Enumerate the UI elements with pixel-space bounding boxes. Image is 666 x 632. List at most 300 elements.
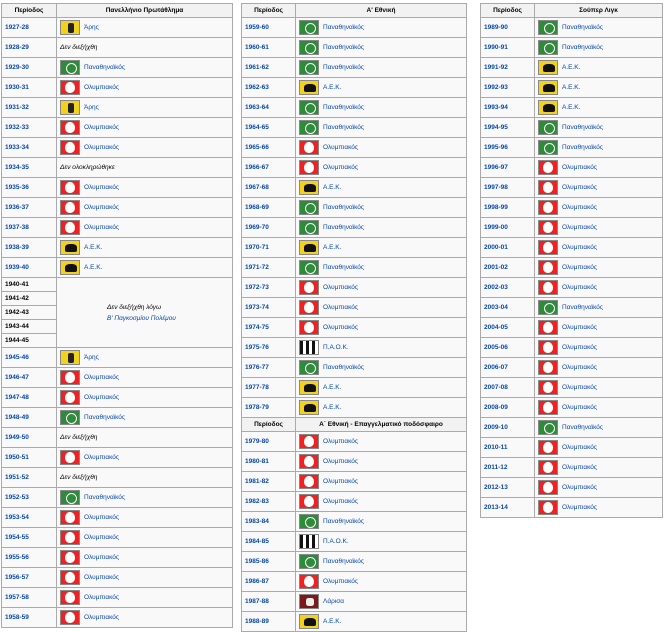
season-cell[interactable]: 1937-38 bbox=[2, 218, 57, 238]
champion-cell[interactable] bbox=[535, 118, 663, 138]
table-row bbox=[242, 472, 467, 492]
champion-name[interactable]: Ολυμπιακός bbox=[323, 578, 359, 585]
season-cell[interactable]: 1935-36 bbox=[2, 178, 57, 198]
table-row bbox=[481, 58, 663, 78]
season-cell[interactable]: 1979-80 bbox=[242, 432, 296, 452]
champion-name[interactable]: Ολυμπιακός bbox=[323, 324, 359, 331]
season-cell[interactable]: 1960-61 bbox=[242, 38, 296, 58]
season-cell[interactable]: 1961-62 bbox=[242, 58, 296, 78]
champion-cell[interactable] bbox=[535, 418, 663, 438]
champion-name[interactable]: Α.Ε.Κ. bbox=[323, 384, 342, 391]
champion-cell[interactable] bbox=[296, 98, 467, 118]
season-cell[interactable]: 1932-33 bbox=[2, 118, 57, 138]
champion-cell[interactable] bbox=[296, 338, 467, 358]
header-panellinio: Πανελλήνιο Πρωτάθλημα bbox=[57, 4, 233, 18]
champion-name[interactable]: Ολυμπιακός bbox=[84, 534, 120, 541]
champion-name[interactable]: Ολυμπιακός bbox=[562, 384, 598, 391]
oly-logo-icon bbox=[299, 140, 319, 155]
table-row bbox=[2, 38, 233, 58]
season-cell[interactable]: 1977-78 bbox=[242, 378, 296, 398]
champion-name[interactable]: Ολυμπιακός bbox=[84, 514, 120, 521]
lar-logo-icon bbox=[299, 594, 319, 609]
champion-name[interactable]: Α.Ε.Κ. bbox=[562, 64, 581, 71]
champion-name[interactable]: Π.Α.Ο.Κ. bbox=[323, 538, 349, 545]
pao-logo-icon bbox=[538, 20, 558, 35]
pao-logo-icon bbox=[299, 20, 319, 35]
table-row bbox=[242, 512, 467, 532]
season-cell[interactable]: 2013-14 bbox=[481, 498, 535, 518]
champion-cell[interactable] bbox=[296, 492, 467, 512]
season-cell[interactable]: 1943-44 bbox=[2, 320, 57, 334]
season-cell[interactable]: 1938-39 bbox=[2, 238, 57, 258]
champion-cell[interactable] bbox=[296, 398, 467, 418]
season-cell[interactable]: 2010-11 bbox=[481, 438, 535, 458]
pao-logo-icon bbox=[60, 490, 80, 505]
table-body bbox=[242, 432, 467, 632]
champion-name[interactable]: Ολυμπιακός bbox=[84, 454, 120, 461]
season-cell[interactable]: 1945-46 bbox=[2, 348, 57, 368]
champion-cell[interactable] bbox=[296, 378, 467, 398]
champion-cell[interactable] bbox=[57, 218, 233, 238]
season-cell[interactable]: 1990-91 bbox=[481, 38, 535, 58]
champion-cell[interactable] bbox=[296, 218, 467, 238]
season-cell[interactable]: 1970-71 bbox=[242, 238, 296, 258]
table-row bbox=[481, 198, 663, 218]
season-cell[interactable]: 1953-54 bbox=[2, 508, 57, 528]
champion-name[interactable]: Ολυμπιακός bbox=[84, 394, 120, 401]
oly-logo-icon bbox=[60, 370, 80, 385]
aek-logo-icon bbox=[299, 614, 319, 629]
champion-cell[interactable] bbox=[535, 278, 663, 298]
champion-cell[interactable] bbox=[57, 588, 233, 608]
champion-cell[interactable] bbox=[57, 448, 233, 468]
season-cell[interactable]: 1955-56 bbox=[2, 548, 57, 568]
season-cell[interactable]: 1927-28 bbox=[2, 18, 57, 38]
champion-cell[interactable] bbox=[296, 78, 467, 98]
oly-logo-icon bbox=[60, 510, 80, 525]
champion-name[interactable]: Ολυμπιακός bbox=[84, 184, 120, 191]
champion-name[interactable]: Ολυμπιακός bbox=[84, 84, 120, 91]
season-cell[interactable]: 1985-86 bbox=[242, 552, 296, 572]
season-cell[interactable]: 1941-42 bbox=[2, 292, 57, 306]
table-body bbox=[481, 358, 663, 518]
champion-name[interactable]: Ολυμπιακός bbox=[84, 554, 120, 561]
champion-name[interactable]: Παναθηναϊκός bbox=[323, 264, 365, 271]
season-cell[interactable]: 2007-08 bbox=[481, 378, 535, 398]
champion-cell[interactable] bbox=[296, 552, 467, 572]
season-cell[interactable]: 1988-89 bbox=[242, 612, 296, 632]
season-cell[interactable]: 2008-09 bbox=[481, 398, 535, 418]
season-cell[interactable]: 1944-45 bbox=[2, 334, 57, 348]
season-cell[interactable]: 2012-13 bbox=[481, 478, 535, 498]
champion-name[interactable]: Παναθηναϊκός bbox=[323, 24, 365, 31]
champion-name[interactable]: Ολυμπιακός bbox=[323, 164, 359, 171]
champion-name[interactable]: Παναθηναϊκός bbox=[323, 558, 365, 565]
champion-cell[interactable] bbox=[296, 258, 467, 278]
champion-name[interactable]: Παναθηναϊκός bbox=[562, 44, 604, 51]
season-cell[interactable]: 1931-32 bbox=[2, 98, 57, 118]
champion-cell[interactable] bbox=[535, 198, 663, 218]
champion-cell[interactable] bbox=[535, 98, 663, 118]
season-cell[interactable]: 1929-30 bbox=[2, 58, 57, 78]
table-row bbox=[242, 452, 467, 472]
champion-name[interactable]: Ολυμπιακός bbox=[562, 364, 598, 371]
table-row bbox=[242, 18, 467, 38]
season-cell[interactable]: 1951-52 bbox=[2, 468, 57, 488]
champion-name[interactable]: Ολυμπιακός bbox=[562, 204, 598, 211]
season-cell[interactable]: 1986-87 bbox=[242, 572, 296, 592]
season-cell[interactable]: 1959-60 bbox=[242, 18, 296, 38]
season-cell[interactable]: 1936-37 bbox=[2, 198, 57, 218]
champion-cell[interactable] bbox=[535, 178, 663, 198]
champion-name[interactable]: Ολυμπιακός bbox=[84, 614, 120, 621]
season-cell[interactable]: 1964-65 bbox=[242, 118, 296, 138]
season-cell[interactable]: 2009-10 bbox=[481, 418, 535, 438]
champion-cell[interactable] bbox=[535, 498, 663, 518]
champion-cell[interactable] bbox=[535, 378, 663, 398]
champion-name[interactable]: Α.Ε.Κ. bbox=[323, 244, 342, 251]
season-cell[interactable]: 2011-12 bbox=[481, 458, 535, 478]
champion-name[interactable]: Α.Ε.Κ. bbox=[84, 244, 103, 251]
season-cell[interactable]: 1975-76 bbox=[242, 338, 296, 358]
champion-cell[interactable] bbox=[296, 158, 467, 178]
champion-cell[interactable] bbox=[296, 318, 467, 338]
champion-name[interactable]: Ολυμπιακός bbox=[323, 438, 359, 445]
note-cell: Δεν ολοκληρώθηκε bbox=[57, 158, 233, 178]
table-row bbox=[242, 492, 467, 512]
champion-name[interactable]: Ολυμπιακός bbox=[323, 144, 359, 151]
table-row bbox=[242, 98, 467, 118]
pao-logo-icon bbox=[299, 40, 319, 55]
champion-name[interactable]: Ολυμπιακός bbox=[562, 224, 598, 231]
champion-cell[interactable] bbox=[296, 138, 467, 158]
table-row bbox=[242, 278, 467, 298]
table-row bbox=[481, 158, 663, 178]
table-body bbox=[481, 18, 663, 358]
aris-logo-icon bbox=[60, 350, 80, 365]
season-cell[interactable]: 1969-70 bbox=[242, 218, 296, 238]
champion-cell[interactable] bbox=[296, 278, 467, 298]
season-cell[interactable]: 1947-48 bbox=[2, 388, 57, 408]
champion-cell[interactable] bbox=[296, 298, 467, 318]
champion-cell[interactable] bbox=[296, 178, 467, 198]
champion-name[interactable]: Άρης bbox=[84, 354, 99, 361]
aek-logo-icon bbox=[538, 80, 558, 95]
champion-name[interactable]: Ολυμπιακός bbox=[562, 184, 598, 191]
table-panellinio bbox=[1, 3, 233, 628]
champion-name[interactable]: Άρης bbox=[84, 24, 99, 31]
champion-name[interactable]: Ολυμπιακός bbox=[84, 374, 120, 381]
champion-name[interactable]: Παναθηναϊκός bbox=[84, 494, 126, 501]
champion-name[interactable]: Παναθηναϊκός bbox=[562, 124, 604, 131]
aek-logo-icon bbox=[60, 260, 80, 275]
season-cell[interactable]: 1940-41 bbox=[2, 278, 57, 292]
table-row bbox=[481, 358, 663, 378]
champion-name[interactable]: Α.Ε.Κ. bbox=[562, 104, 581, 111]
champion-cell[interactable] bbox=[535, 298, 663, 318]
season-cell[interactable]: 1997-98 bbox=[481, 178, 535, 198]
champion-name[interactable]: Ολυμπιακός bbox=[562, 264, 598, 271]
champion-cell[interactable] bbox=[57, 548, 233, 568]
season-cell[interactable]: 1991-92 bbox=[481, 58, 535, 78]
season-cell[interactable]: 1928-29 bbox=[2, 38, 57, 58]
champion-cell[interactable] bbox=[296, 452, 467, 472]
season-cell[interactable]: 1930-31 bbox=[2, 78, 57, 98]
season-cell[interactable]: 1958-59 bbox=[2, 608, 57, 628]
season-cell[interactable]: 1974-75 bbox=[242, 318, 296, 338]
table-row bbox=[2, 78, 233, 98]
champion-cell[interactable] bbox=[57, 198, 233, 218]
champion-cell[interactable] bbox=[296, 58, 467, 78]
champion-cell[interactable] bbox=[57, 568, 233, 588]
champion-cell[interactable] bbox=[57, 238, 233, 258]
champion-name[interactable]: Παναθηναϊκός bbox=[323, 124, 365, 131]
champion-name[interactable]: Παναθηναϊκός bbox=[562, 24, 604, 31]
champion-name[interactable]: Α.Ε.Κ. bbox=[323, 184, 342, 191]
table-row bbox=[481, 498, 663, 518]
season-cell[interactable]: 1965-66 bbox=[242, 138, 296, 158]
champion-name[interactable]: Ολυμπιακός bbox=[562, 244, 598, 251]
champion-name[interactable]: Ολυμπιακός bbox=[323, 304, 359, 311]
champion-name[interactable]: Π.Α.Ο.Κ. bbox=[323, 344, 349, 351]
champion-name[interactable]: Α.Ε.Κ. bbox=[84, 264, 103, 271]
season-cell[interactable]: 1963-64 bbox=[242, 98, 296, 118]
champion-cell[interactable] bbox=[296, 512, 467, 532]
champion-cell[interactable] bbox=[535, 58, 663, 78]
season-cell[interactable]: 1957-58 bbox=[2, 588, 57, 608]
champion-name[interactable]: Παναθηναϊκός bbox=[323, 204, 365, 211]
champion-name[interactable]: Παναθηναϊκός bbox=[323, 224, 365, 231]
champion-name[interactable]: Παναθηναϊκός bbox=[323, 64, 365, 71]
oly-logo-icon bbox=[60, 180, 80, 195]
table-row bbox=[2, 258, 233, 278]
season-cell[interactable]: 1983-84 bbox=[242, 512, 296, 532]
champion-cell[interactable] bbox=[296, 532, 467, 552]
season-cell[interactable]: 1998-99 bbox=[481, 198, 535, 218]
champion-name[interactable]: Ολυμπιακός bbox=[323, 458, 359, 465]
champion-cell[interactable] bbox=[535, 358, 663, 378]
champion-cell[interactable] bbox=[57, 58, 233, 78]
season-cell[interactable]: 1984-85 bbox=[242, 532, 296, 552]
champion-cell[interactable] bbox=[535, 18, 663, 38]
season-cell[interactable]: 1971-72 bbox=[242, 258, 296, 278]
season-cell[interactable]: 1968-69 bbox=[242, 198, 296, 218]
season-cell[interactable]: 1942-43 bbox=[2, 306, 57, 320]
champion-cell[interactable] bbox=[296, 238, 467, 258]
champion-cell[interactable] bbox=[57, 508, 233, 528]
season-cell[interactable]: 1999-00 bbox=[481, 218, 535, 238]
oly-logo-icon bbox=[538, 180, 558, 195]
champion-cell[interactable] bbox=[535, 258, 663, 278]
champion-cell[interactable] bbox=[57, 528, 233, 548]
champion-cell[interactable] bbox=[57, 18, 233, 38]
season-cell[interactable]: 2000-01 bbox=[481, 238, 535, 258]
champion-name[interactable]: Ολυμπιακός bbox=[84, 124, 120, 131]
season-cell[interactable]: 1950-51 bbox=[2, 448, 57, 468]
champion-name[interactable]: Ολυμπιακός bbox=[562, 324, 598, 331]
table-row bbox=[481, 278, 663, 298]
season-cell[interactable]: 1994-95 bbox=[481, 118, 535, 138]
champion-name[interactable]: Α.Ε.Κ. bbox=[323, 618, 342, 625]
season-cell[interactable]: 1949-50 bbox=[2, 428, 57, 448]
champion-cell[interactable] bbox=[296, 38, 467, 58]
champion-cell[interactable] bbox=[57, 178, 233, 198]
season-cell[interactable]: 1934-35 bbox=[2, 158, 57, 178]
table-row bbox=[242, 358, 467, 378]
champion-cell[interactable] bbox=[535, 238, 663, 258]
champion-cell[interactable] bbox=[296, 18, 467, 38]
champion-cell[interactable] bbox=[57, 118, 233, 138]
pao-logo-icon bbox=[299, 220, 319, 235]
pao-logo-icon bbox=[538, 300, 558, 315]
champion-cell[interactable] bbox=[535, 338, 663, 358]
champion-cell[interactable] bbox=[535, 218, 663, 238]
season-cell[interactable]: 1948-49 bbox=[2, 408, 57, 428]
champion-cell[interactable] bbox=[296, 572, 467, 592]
season-cell[interactable]: 1981-82 bbox=[242, 472, 296, 492]
champion-name[interactable]: Ολυμπιακός bbox=[562, 444, 598, 451]
table-row bbox=[2, 178, 233, 198]
season-cell[interactable]: 2002-03 bbox=[481, 278, 535, 298]
season-cell[interactable]: 1946-47 bbox=[2, 368, 57, 388]
champion-cell[interactable] bbox=[57, 78, 233, 98]
season-cell[interactable]: 1966-67 bbox=[242, 158, 296, 178]
champion-cell[interactable] bbox=[535, 158, 663, 178]
champion-cell[interactable] bbox=[57, 98, 233, 118]
champion-name[interactable]: Ολυμπιακός bbox=[84, 574, 120, 581]
season-cell[interactable]: 1995-96 bbox=[481, 138, 535, 158]
oly-logo-icon bbox=[538, 200, 558, 215]
champion-name[interactable]: Άρης bbox=[84, 104, 99, 111]
champion-name[interactable]: Παναθηναϊκός bbox=[323, 104, 365, 111]
season-cell[interactable]: 1980-81 bbox=[242, 452, 296, 472]
season-cell[interactable]: 1992-93 bbox=[481, 78, 535, 98]
season-cell[interactable]: 1962-63 bbox=[242, 78, 296, 98]
season-cell[interactable]: 1987-88 bbox=[242, 592, 296, 612]
champion-name[interactable]: Ολυμπιακός bbox=[84, 224, 120, 231]
champion-name[interactable]: Λάρισα bbox=[323, 598, 345, 605]
champion-name[interactable]: Παναθηναϊκός bbox=[323, 44, 365, 51]
champion-name[interactable]: Ολυμπιακός bbox=[84, 204, 120, 211]
champion-cell[interactable] bbox=[57, 388, 233, 408]
champion-cell[interactable] bbox=[296, 358, 467, 378]
aek-logo-icon bbox=[299, 240, 319, 255]
oly-logo-icon bbox=[60, 390, 80, 405]
champion-name[interactable]: Ολυμπιακός bbox=[562, 404, 598, 411]
champion-name[interactable]: Ολυμπιακός bbox=[562, 344, 598, 351]
champion-name[interactable]: Ολυμπιακός bbox=[323, 284, 359, 291]
champion-cell[interactable] bbox=[535, 38, 663, 58]
season-cell[interactable]: 2001-02 bbox=[481, 258, 535, 278]
season-cell[interactable]: 2006-07 bbox=[481, 358, 535, 378]
season-cell[interactable]: 2005-06 bbox=[481, 338, 535, 358]
season-cell[interactable]: 2003-04 bbox=[481, 298, 535, 318]
champion-name[interactable]: Ολυμπιακός bbox=[562, 484, 598, 491]
champion-name[interactable]: Παναθηναϊκός bbox=[562, 304, 604, 311]
champion-name[interactable]: Α.Ε.Κ. bbox=[323, 404, 342, 411]
champion-name[interactable]: Ολυμπιακός bbox=[323, 498, 359, 505]
champion-name[interactable]: Α.Ε.Κ. bbox=[562, 84, 581, 91]
champion-cell[interactable] bbox=[296, 432, 467, 452]
champion-name[interactable]: Ολυμπιακός bbox=[562, 464, 598, 471]
champion-cell[interactable] bbox=[535, 318, 663, 338]
champion-name[interactable]: Α.Ε.Κ. bbox=[323, 84, 342, 91]
champion-name[interactable]: Παναθηναϊκός bbox=[562, 424, 604, 431]
table-row bbox=[2, 508, 233, 528]
season-cell[interactable]: 1982-83 bbox=[242, 492, 296, 512]
champion-cell[interactable] bbox=[57, 408, 233, 428]
season-cell[interactable]: 1933-34 bbox=[2, 138, 57, 158]
champion-cell[interactable] bbox=[296, 118, 467, 138]
season-cell[interactable]: 1952-53 bbox=[2, 488, 57, 508]
table-row bbox=[2, 448, 233, 468]
season-cell[interactable]: 1972-73 bbox=[242, 278, 296, 298]
oly-logo-icon bbox=[299, 474, 319, 489]
season-cell[interactable]: 1939-40 bbox=[2, 258, 57, 278]
champion-name[interactable]: Παναθηναϊκός bbox=[323, 518, 365, 525]
champion-cell[interactable] bbox=[535, 438, 663, 458]
champion-name[interactable]: Ολυμπιακός bbox=[562, 284, 598, 291]
season-cell[interactable]: 1978-79 bbox=[242, 398, 296, 418]
header-period: Περίοδος bbox=[2, 4, 57, 18]
champion-cell[interactable] bbox=[296, 472, 467, 492]
pao-logo-icon bbox=[299, 514, 319, 529]
champion-cell[interactable] bbox=[57, 488, 233, 508]
champion-cell[interactable] bbox=[57, 258, 233, 278]
champion-name[interactable]: Παναθηναϊκός bbox=[323, 364, 365, 371]
champion-cell[interactable] bbox=[296, 612, 467, 632]
season-cell[interactable]: 1996-97 bbox=[481, 158, 535, 178]
season-cell[interactable]: 1993-94 bbox=[481, 98, 535, 118]
champion-name[interactable]: Παναθηναϊκός bbox=[84, 64, 126, 71]
season-cell[interactable]: 1973-74 bbox=[242, 298, 296, 318]
oly-logo-icon bbox=[299, 454, 319, 469]
champion-cell[interactable] bbox=[535, 398, 663, 418]
champion-cell[interactable] bbox=[296, 592, 467, 612]
champion-name[interactable]: Ολυμπιακός bbox=[562, 504, 598, 511]
champion-cell[interactable] bbox=[535, 478, 663, 498]
season-cell[interactable]: 1989-90 bbox=[481, 18, 535, 38]
champion-name[interactable]: Ολυμπιακός bbox=[323, 478, 359, 485]
champion-cell[interactable] bbox=[57, 608, 233, 628]
champion-name[interactable]: Ολυμπιακός bbox=[562, 164, 598, 171]
champion-cell[interactable] bbox=[535, 138, 663, 158]
champion-cell[interactable] bbox=[535, 458, 663, 478]
season-cell[interactable]: 1976-77 bbox=[242, 358, 296, 378]
oly-logo-icon bbox=[299, 494, 319, 509]
champion-cell[interactable] bbox=[57, 138, 233, 158]
champion-name[interactable]: Ολυμπιακός bbox=[84, 594, 120, 601]
champion-cell[interactable] bbox=[535, 78, 663, 98]
season-cell[interactable]: 2004-05 bbox=[481, 318, 535, 338]
pao-logo-icon bbox=[299, 60, 319, 75]
pao-logo-icon bbox=[538, 140, 558, 155]
champion-name[interactable]: Παναθηναϊκός bbox=[562, 144, 604, 151]
champion-name[interactable]: Ολυμπιακός bbox=[84, 144, 120, 151]
season-cell[interactable]: 1967-68 bbox=[242, 178, 296, 198]
champion-cell[interactable] bbox=[57, 368, 233, 388]
aek-logo-icon bbox=[299, 80, 319, 95]
season-cell[interactable]: 1956-57 bbox=[2, 568, 57, 588]
oly-logo-icon bbox=[60, 550, 80, 565]
season-cell[interactable]: 1954-55 bbox=[2, 528, 57, 548]
champion-name[interactable]: Παναθηναϊκός bbox=[84, 414, 126, 421]
table-row bbox=[481, 18, 663, 38]
champion-cell[interactable] bbox=[57, 348, 233, 368]
champion-cell[interactable] bbox=[296, 198, 467, 218]
table-a-ethniki bbox=[241, 3, 467, 632]
table-row bbox=[481, 458, 663, 478]
